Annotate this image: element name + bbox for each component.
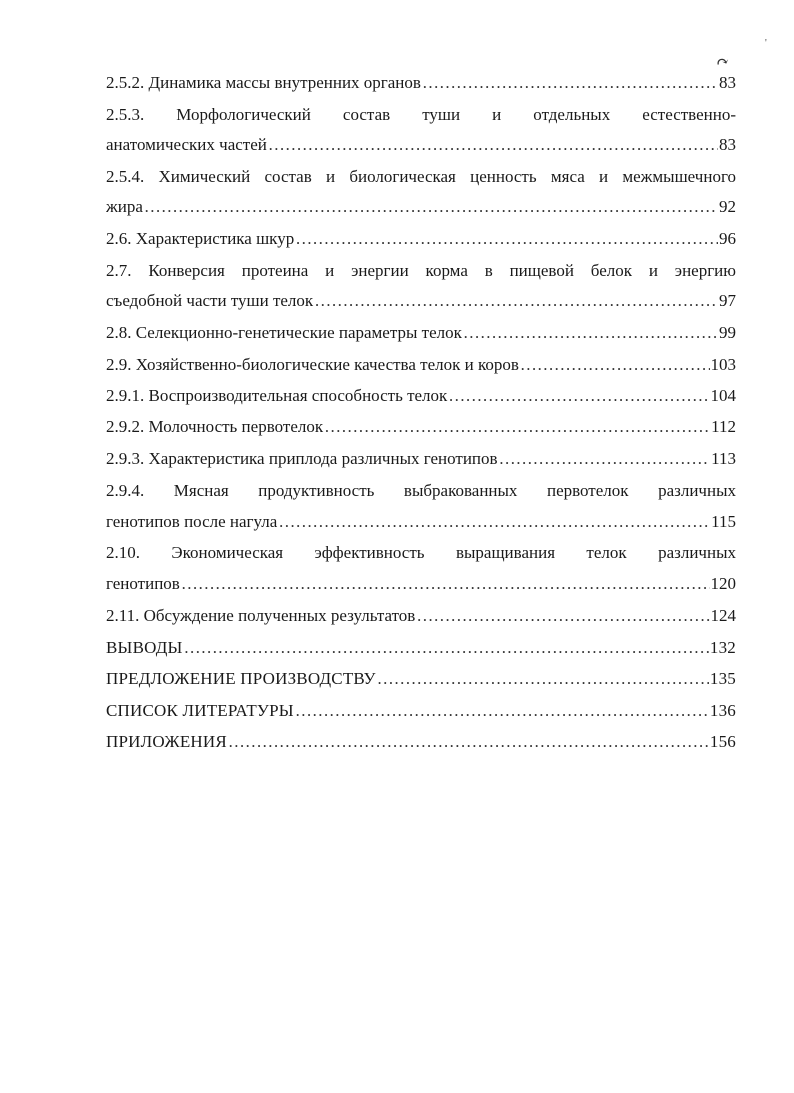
dot-leader: [144, 192, 718, 222]
toc-entry-line1[interactable]: [106, 256, 736, 286]
dot-leader: [463, 318, 718, 348]
toc-entry-title: 2.7. Конверсия протеина и энергии корма в пищевой белок и энергию: [106, 261, 736, 280]
toc-entry-page: 156: [709, 732, 736, 751]
toc-entry-title: 2.9.2. Молочность первотелок: [106, 417, 324, 436]
toc-entry-title: ПРЕДЛОЖЕНИЕ ПРОИЗВОДСТВУ: [106, 669, 376, 688]
toc-entry-title: 2.10. Экономическая эффективность выращивания телок различных: [106, 543, 736, 562]
toc-entry-page: 112: [711, 417, 736, 436]
toc-entry-page: 92: [719, 197, 736, 216]
toc-entry-title: ВЫВОДЫ: [106, 638, 183, 657]
dot-leader: [416, 601, 709, 631]
toc-entry-page: 132: [709, 638, 736, 657]
toc-entry[interactable]: [106, 286, 736, 316]
toc-entry-title: жира: [106, 197, 143, 216]
toc-entry-page: 136: [709, 701, 736, 720]
toc-entry-page: 97: [719, 291, 736, 310]
toc-entry-title: съедобной части туши телок: [106, 291, 314, 310]
toc-entry-title: 2.5.4. Химический состав и биологическая ценность мяса и межмышечного: [106, 167, 736, 186]
toc-entry[interactable]: [106, 444, 736, 474]
toc-entry-page: 120: [710, 574, 736, 593]
toc-entry[interactable]: [106, 727, 736, 757]
toc-entry[interactable]: [106, 192, 736, 222]
dot-leader: [181, 569, 710, 599]
toc-entry-line1[interactable]: [106, 162, 736, 192]
toc-entry[interactable]: [106, 507, 736, 537]
toc-entry-title: 2.9. Хозяйственно-биологические качества телок и коров: [106, 355, 519, 374]
toc-entry[interactable]: [106, 350, 736, 380]
toc-entry-line1[interactable]: [106, 100, 736, 130]
toc-entry[interactable]: [106, 696, 736, 726]
toc-entry-title: генотипов: [106, 574, 180, 593]
dot-leader: [295, 224, 718, 254]
dot-leader: [377, 664, 709, 694]
toc-entry[interactable]: [106, 633, 736, 663]
dot-leader: [324, 412, 710, 442]
toc-entry-line1[interactable]: [106, 476, 736, 506]
toc-entry-page: 104: [710, 386, 736, 405]
dot-leader: [295, 696, 709, 726]
toc-entry-title: 2.9.4. Мясная продуктивность выбракованных первотелок различных: [106, 481, 736, 500]
toc-entry[interactable]: [106, 318, 736, 348]
toc-entry-title: 2.11. Обсуждение полученных результатов: [106, 606, 416, 625]
toc-entry-page: 113: [711, 449, 736, 468]
dot-leader: [422, 68, 718, 98]
dot-leader: [448, 381, 709, 411]
toc-entry-title: 2.9.1. Воспроизводительная способность телок: [106, 386, 448, 405]
toc-entry-title: анатомических частей: [106, 135, 267, 154]
toc-entry-page: 135: [709, 669, 736, 688]
toc-entry-page: 99: [719, 323, 736, 342]
toc-entry[interactable]: [106, 601, 736, 631]
toc-entry-title: ПРИЛОЖЕНИЯ: [106, 732, 227, 751]
toc-entry-page: 83: [719, 135, 736, 154]
toc-entry-title: СПИСОК ЛИТЕРАТУРЫ: [106, 701, 294, 720]
toc-entry[interactable]: [106, 569, 736, 599]
dot-leader: [520, 350, 710, 380]
toc-entry-title: генотипов после нагула: [106, 512, 278, 531]
dot-leader: [278, 507, 710, 537]
toc-entry-page: 124: [710, 606, 736, 625]
dot-leader: [268, 130, 718, 160]
toc-entry[interactable]: [106, 664, 736, 694]
toc-entry[interactable]: [106, 381, 736, 411]
toc-entry-page: 115: [711, 512, 736, 531]
toc-entry[interactable]: [106, 224, 736, 254]
dot-leader: [228, 727, 709, 757]
toc-entry-line1[interactable]: [106, 538, 736, 568]
toc-entry-title: 2.5.3. Морфологический состав туши и отдельных естественно-: [106, 105, 736, 124]
toc-entry-title: 2.9.3. Характеристика приплода различных генотипов: [106, 449, 498, 468]
toc-entry-page: 96: [719, 229, 736, 248]
corner-tick-mark: ': [765, 38, 767, 49]
toc-entry[interactable]: [106, 130, 736, 160]
toc-entry[interactable]: [106, 68, 736, 98]
dot-leader: [314, 286, 718, 316]
toc-entry-title: 2.8. Селекционно-генетические параметры телок: [106, 323, 462, 342]
toc-entry[interactable]: [106, 412, 736, 442]
toc-entry-page: 83: [719, 73, 736, 92]
dot-leader: [184, 633, 709, 663]
page-corner-mark: ↷: [713, 52, 733, 73]
toc-entry-title: 2.5.2. Динамика массы внутренних органов: [106, 73, 421, 92]
toc-entry-page: 103: [710, 355, 736, 374]
toc-entry-title: 2.6. Характеристика шкур: [106, 229, 295, 248]
dot-leader: [499, 444, 711, 474]
